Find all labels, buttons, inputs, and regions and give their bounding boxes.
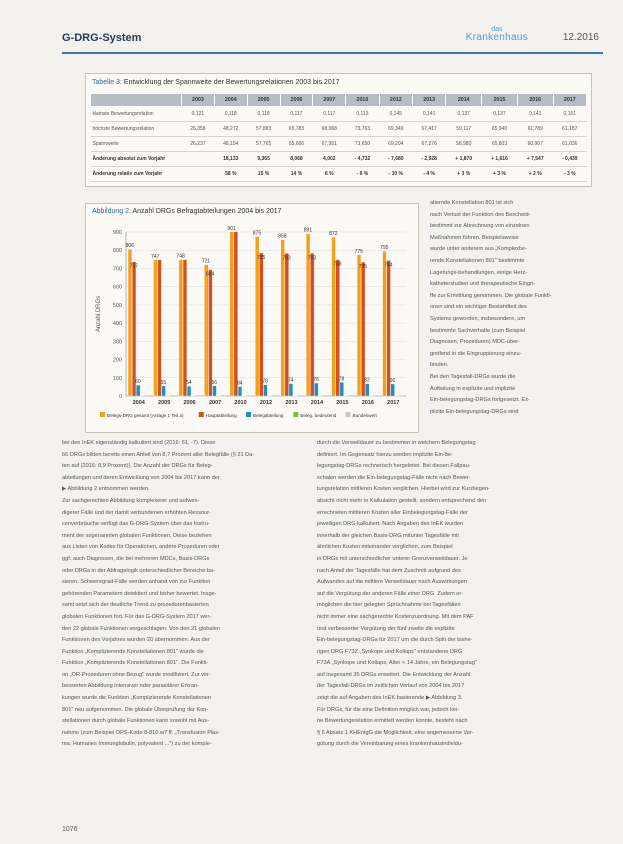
text-line: onen sind ein wichtiger Bestandteil des: [430, 304, 527, 311]
table-year-header: 2003: [182, 94, 215, 107]
table-year-header: 2016: [517, 94, 553, 107]
y-tick-label: 400: [112, 321, 122, 328]
chart-bar: [162, 386, 166, 396]
text-line: Aufteilung in explizite und implizite: [430, 385, 516, 392]
bar-value-label: 875: [252, 230, 262, 237]
table-row: [91, 167, 587, 182]
y-tick-label: 800: [112, 248, 122, 255]
text-line: Ein-belegungstag-DRGs für 2017 um die durch Split der bishe-: [317, 637, 473, 644]
text-line: katheterstudien und therapeutische Eingri-: [430, 281, 536, 288]
chart-bar: [348, 395, 352, 396]
table-row-label: Spannweite: [91, 137, 182, 152]
text-line: nach Anteil der Tagesfälle hat dem Zuschnitt aufgrund des: [317, 567, 461, 574]
table-cell: 48,154: [214, 137, 247, 152]
bar-value-label: 795: [380, 245, 389, 252]
legend-label: Bundeswert: [352, 413, 377, 418]
bar-small-label: 74: [287, 377, 294, 384]
chart-bar: [136, 385, 140, 396]
bar-small-label: 78: [262, 378, 268, 385]
table-cell: - 4,732: [346, 152, 379, 167]
chart-bar: [179, 260, 183, 396]
bar-small-label: 76: [313, 377, 319, 384]
table-cell: 0,141: [412, 107, 445, 122]
text-line: Funktion „Komplizierende Konstellationen 801" wurde die: [62, 648, 204, 655]
table-row: [91, 122, 587, 137]
text-line: bei den InEK eigenständig kalkuliert sind (2016: 61, -7). Diese: [62, 440, 216, 446]
text-line: bestimmt zur Abrechnung von einzelnen: [430, 223, 530, 230]
chart-bar: [281, 240, 285, 396]
right-column-top-text: [430, 198, 600, 418]
chart-bar: [340, 382, 344, 396]
y-tick-label: 700: [112, 266, 122, 273]
table-year-header: 2012: [379, 94, 412, 107]
logo-prefix: das: [491, 26, 503, 33]
table-cell: 65,803: [482, 137, 518, 152]
x-tick-label: 2006: [183, 400, 196, 406]
table-cell: 58,980: [446, 137, 482, 152]
table-cell: + 2 %: [517, 167, 553, 182]
table-title: Entwicklung der Spannweite der Bewertungsrelationen 2003 bis 2017: [123, 79, 340, 86]
text-line: auf insgesamt 35 DRGs erweitert. Die Entwicklung der Anzahl: [317, 671, 471, 678]
page-number: 1076: [62, 826, 78, 833]
bar-value-label: 872: [329, 231, 338, 238]
chart-bar: [361, 262, 365, 396]
table-row: [91, 137, 587, 152]
bar-small-label: 60: [135, 379, 141, 386]
table-year-header: 2006: [280, 94, 313, 107]
text-line: rigen DRG F73Z „Synkope und Kollaps" entstandene DRG: [317, 648, 463, 655]
table-cell: - 10 %: [379, 167, 412, 182]
text-line: innerhalb der gleichen Basis-DRG mitunter Tagesfälle mit: [317, 532, 459, 539]
table-year-header: 2007: [313, 94, 346, 107]
text-line: plizite Ein-belegungstag-DRGs sind: [430, 408, 519, 415]
legend-label: Hauptabteilung: [205, 413, 237, 418]
table-cell: [182, 152, 215, 167]
table-cell: - 3 %: [553, 167, 586, 182]
y-tick-label: 500: [112, 302, 122, 309]
table-figure: [85, 73, 592, 187]
table-header-blank: [91, 94, 182, 107]
x-tick-label: 2005: [158, 400, 171, 406]
table-cell: + 1,616: [482, 152, 518, 167]
text-line: absicht nicht mehr in Kalkulation gestellt, sondern entsprechend den: [317, 497, 487, 504]
table-cell: 67,417: [412, 122, 445, 137]
table-year-header: 2014: [446, 94, 482, 107]
table-cell: 26,358: [182, 122, 215, 137]
logo-name: Krankenhaus: [465, 32, 528, 43]
bar-small-label: 54: [186, 380, 192, 387]
chart-bar: [154, 260, 158, 396]
text-line: Zur sachgerechten Abbildung komplexerer und aufwen-: [62, 497, 200, 504]
table-cell: 59,117: [446, 122, 482, 137]
text-line: globalen Funktionen fort. Für das G-DRG-System 2017 wer-: [62, 613, 212, 620]
text-line: besserten Abbildung intensiver oder parasitärer Erkran-: [62, 683, 200, 690]
table-cell: 6 %: [313, 167, 346, 182]
table-cell: 61,036: [553, 137, 586, 152]
text-line: Funktion „Komplizierende Konstellationen 801". Die Funkti-: [62, 660, 209, 667]
bar-value-label: 783: [282, 255, 291, 262]
text-line: ähnlichen Kosten miteinander verglichen, zum Beispiel: [317, 544, 453, 551]
bar-value-label: 737: [129, 263, 138, 270]
table-cell: 8,068: [280, 152, 313, 167]
chart-bar: [259, 253, 263, 396]
text-line: definiert. Im Gegensatz hierzu werden implizite Ein-be-: [317, 451, 453, 458]
legend-label: Beleg. bedeutend: [300, 413, 337, 418]
table-cell: 67,951: [313, 137, 346, 152]
table-cell: + 3 %: [446, 167, 482, 182]
table-row: [91, 107, 587, 122]
table-cell: 0,118: [214, 107, 247, 122]
text-line: greifend in die Eingruppierung einzu-: [430, 350, 522, 357]
table-row-label: kleinste Bewertungsrelation: [91, 107, 182, 122]
table-cell: + 7,547: [517, 152, 553, 167]
bar-small-label: 82: [364, 377, 370, 384]
bar-small-label: 84: [236, 380, 243, 387]
table-year-header: 2015: [482, 94, 518, 107]
text-line: der Tagesfall-DRGs im zeitlichen Verlauf von 2004 bis 2017: [317, 683, 465, 690]
table-cell: 73,763: [346, 122, 379, 137]
bar-value-label: 721: [201, 258, 211, 265]
bar-value-label: 806: [125, 243, 134, 250]
table-cell: 58 %: [214, 167, 247, 182]
chart-bar: [391, 384, 395, 396]
x-tick-label: 2017: [387, 400, 400, 406]
text-line: alternde Konstellation 801 ist sich: [430, 200, 514, 206]
bar-value-label: 747: [150, 253, 160, 260]
table-cell: 67,276: [412, 137, 445, 152]
chart-bar: [144, 395, 148, 396]
chart-bar: [374, 395, 378, 396]
text-line: Aufwandes auf die mittlere Verweildauer nach Auswirkungen: [317, 579, 467, 586]
text-line: in DRGs mit unterschiedlicher unterer Grenzverweildauer. Je: [317, 555, 468, 562]
table-cell: - 0,439: [553, 152, 586, 167]
section-title: G-DRG-System: [62, 32, 142, 44]
table-cell: 15 %: [247, 167, 280, 182]
chart-bar: [365, 384, 369, 396]
chart-bar: [204, 265, 208, 396]
table-cell: 4,002: [313, 152, 346, 167]
text-line: aus Listen von Kodes für Operationen, andere Prozeduren oder: [62, 544, 220, 551]
chart-bar: [132, 262, 136, 396]
x-tick-label: 2015: [336, 400, 349, 406]
table-cell: 0,141: [517, 107, 553, 122]
text-line: samt setzt sich der deutliche Trend zu prozedurenbasierten: [62, 602, 209, 609]
bar-value-label: 891: [303, 227, 313, 234]
table-cell: - 7,680: [379, 152, 412, 167]
table-cell: 0,137: [482, 107, 518, 122]
x-tick-label: 2016: [361, 400, 374, 406]
text-line: stellationen durch globale Funktionen kann sowohl mit Aus-: [62, 718, 210, 725]
y-tick-label: 900: [112, 230, 122, 236]
y-tick-label: 300: [112, 339, 122, 346]
table-year-header: 2005: [247, 94, 280, 107]
table-cell: 26,237: [182, 137, 215, 152]
chart-title: Anzahl DRGs Befragtabteilungen 2004 bis 2017: [132, 208, 282, 215]
table-year-header: 2004: [214, 94, 247, 107]
table-row-label: Änderung relativ zum Vorjahr: [91, 167, 182, 182]
page-header: [62, 26, 613, 52]
table-row: [91, 152, 587, 167]
chart-bar: [209, 270, 213, 396]
chart-bar: [310, 253, 314, 396]
text-line: 801" neu aufgenommen. Die globale Überprüfung der Kon-: [62, 706, 209, 713]
table-cell: 65,940: [482, 122, 518, 137]
text-line: ggf. auch Diagnosen, die bei mehreren MDCs, Basis-DRGs: [62, 555, 210, 562]
bar-value-label: 744: [384, 262, 393, 269]
table-cell: 48,272: [214, 122, 247, 137]
chart-bar: [272, 395, 276, 396]
text-line: ten auf (2016: 8,9 Prozent)). Die Anzahl der DRGs für Beleg-: [62, 463, 213, 470]
text-line: F73A „Synkope und Kollaps, Alter < 14 Jahre, ein Belegungstag": [317, 660, 477, 667]
table-cell: + 1,870: [446, 152, 482, 167]
y-tick-label: 200: [112, 357, 122, 364]
table-cell: 57,883: [247, 122, 280, 137]
table-cell: 60,967: [517, 137, 553, 152]
table-header-row: [91, 94, 587, 107]
legend-swatch: [199, 412, 204, 417]
table-cell: 0,137: [446, 107, 482, 122]
table-year-header: 2017: [553, 94, 586, 107]
legend-swatch: [293, 412, 298, 417]
text-line: nahme (zum Beispiel OPS-Kode 8-810.w7 ff. „Transfusion Plas-: [62, 729, 220, 736]
text-line: cenverbräuche verfügt das G-DRG-System über das Instru-: [62, 521, 210, 528]
text-line: on „OR-Prozeduren ohne Bezug" wurde modifiziert. Zur ver-: [62, 671, 211, 678]
text-line: sieren. Schweregrad-Fälle werden anhand von zur Funktion: [62, 579, 211, 586]
bar-value-label: 901: [227, 225, 236, 232]
issue-number: 12.2016: [562, 32, 599, 43]
x-tick-label: 2013: [285, 400, 298, 406]
text-line: ▶ Abbildung 2 entnommen werden.: [62, 486, 150, 493]
bar-value-label: 735: [358, 264, 368, 271]
chart-label: Abbildung 2:: [92, 208, 131, 215]
table-caption: [92, 79, 340, 86]
text-line: kungen wurde die Funktion „Komplizierende Konstellationen: [62, 695, 211, 702]
table-cell: 18,133: [214, 152, 247, 167]
chart-bar: [158, 260, 162, 396]
chart-bar: [357, 255, 361, 396]
x-tick-label: 2012: [259, 400, 273, 406]
text-line: errechneten mittleren Kosten aller Einbelegungstag-Fälle der: [317, 509, 468, 516]
bar-value-label: 775: [354, 248, 363, 255]
text-line: tungsrelation mittleren Kosten verglichen. Hierbei wird zur Kurzliegen-: [317, 486, 490, 493]
table-cell: 68,068: [313, 122, 346, 137]
text-line: Lagerungs-behandlungen, einige Herz-: [430, 269, 528, 276]
bar-value-label: 858: [278, 233, 287, 240]
table-cell: 0,118: [247, 107, 280, 122]
legend-swatch: [100, 412, 105, 417]
text-line: ne Bewertungsrelation ermittelt werden konnte, besteht nach: [317, 718, 468, 725]
chart-bar: [195, 395, 199, 396]
bar-chart: [86, 204, 418, 432]
chart-bar: [234, 232, 238, 396]
text-line: legungstag-DRGs rechnerisch hergeleitet. Bei diesen Fallpau-: [317, 463, 471, 470]
table-cell: 69,204: [379, 137, 412, 152]
journal-logo: [466, 26, 528, 42]
chart-bar: [285, 253, 289, 396]
text-line: Diagnosen, Prozeduren) MDC-über-: [430, 339, 520, 346]
table-cell: 69,349: [379, 122, 412, 137]
text-line: oder DRGs in der Abfragelogik unterschiedlicher Bereiche ba-: [62, 567, 215, 574]
x-tick-label: 2014: [310, 400, 324, 406]
text-line: ment der sogenannten globalen Funktionen. Diese beziehen: [62, 532, 212, 539]
table-label: Tabelle 3:: [92, 79, 122, 86]
text-line: gütung durch die Vereinbarung eines krankenhausindividu-: [317, 741, 463, 748]
chart-figure: [85, 203, 419, 433]
bar-small-label: 55: [160, 379, 167, 386]
text-line: § 6 Absatz 1 KHEntgG die Möglichkeit, eine angemessene Ver-: [317, 729, 474, 736]
chart-bar: [213, 386, 217, 396]
table-cell: 57,765: [247, 137, 280, 152]
text-line: Funktionen des Vorjahres wurden 20 übernommen. Aus der: [62, 637, 210, 644]
text-line: bestimmte Sachverhalte (zum Beispiel: [430, 327, 526, 334]
table-cell: 73,650: [346, 137, 379, 152]
text-line: abteilungen und deren Entwicklung von 2004 bis 2017 kann der: [62, 474, 220, 481]
text-line: Für DRGs, für die eine Definition möglich war, jedoch kei-: [317, 706, 460, 713]
table-cell: + 3 %: [482, 167, 518, 182]
text-line: rende Konstellationen 801" bestimmte: [430, 257, 525, 264]
chart-bar: [264, 385, 268, 396]
chart-bar: [399, 395, 403, 396]
text-line: nicht immer eine sachgerechte Kostenzuordnung. Mit dem PAF: [317, 613, 474, 620]
bar-value-label: 748: [333, 261, 342, 268]
chart-bar: [221, 395, 225, 396]
chart-bar: [323, 395, 327, 396]
legend-label: Belegs-DRG gesamt (Anlage 1 Teil a): [107, 413, 184, 418]
y-tick-label: 0: [118, 394, 122, 400]
table-cell: 65,666: [280, 137, 313, 152]
table-cell: 61,789: [517, 122, 553, 137]
chart-bar: [297, 395, 301, 396]
text-line: auf die Vergütung der anderen Fälle einer DRG. Zudem er-: [317, 590, 464, 597]
text-line: durch die Verweildauer zu bestimmen in welchem Belegungstag: [317, 440, 476, 446]
text-line: ma: Humanes Immunglobulin, polyvalent ...") zu der komple-: [62, 741, 212, 748]
text-line: jeweiligen DRG kalkuliert. Nach Angaben des InEK wurden: [317, 521, 464, 528]
chart-bar: [170, 395, 174, 396]
text-line: wurde unter anderem aus „Komplexbe-: [430, 246, 528, 253]
table-cell: 0,113: [346, 107, 379, 122]
x-tick-label: 2010: [234, 400, 247, 406]
table-cell: - 4 %: [412, 167, 445, 182]
header-divider: [62, 52, 603, 54]
text-line: 66 DRGs bilden bereits einen Anteil von 8,7 Prozent aller Belegfälle (§ 21 Da-: [62, 451, 255, 458]
data-table: [90, 93, 587, 182]
text-line: zeigt die auf Angaben des InEK basierende ▶ Abbildung 3.: [317, 695, 463, 702]
table-year-header: 2013: [412, 94, 445, 107]
chart-bar: [383, 251, 387, 396]
text-line: möglichen die hier gelegten Sprüchnahme bei Tagesfällen: [317, 602, 461, 609]
y-tick-label: 100: [112, 375, 122, 382]
bar-value-label: 783: [307, 255, 317, 262]
chart-bar: [128, 249, 132, 396]
text-line: schalen werden die Ein-belegungstag-Fälle nicht nach Bewer-: [317, 474, 471, 481]
chart-bar: [387, 260, 391, 396]
text-line: Maßnahmen führen. Beispielsweise: [430, 234, 519, 241]
table-cell: 0,151: [553, 107, 586, 122]
chart-bar: [314, 383, 318, 396]
text-line: Ein-belegungstag-DRGs fortgesetzt. Ex-: [430, 397, 530, 404]
table-row-label: höchste Bewertungsrelation: [91, 122, 182, 137]
table-cell: 61,187: [553, 122, 586, 137]
y-tick-label: 600: [112, 284, 122, 291]
bar-value-label: 785: [256, 254, 266, 261]
table-cell: - 2,928: [412, 152, 445, 167]
chart-bar: [289, 384, 293, 396]
table-cell: 65,783: [280, 122, 313, 137]
chart-bar: [187, 386, 191, 396]
x-tick-label: 2007: [208, 400, 222, 406]
y-axis-label: Anzahl DRGs: [96, 295, 102, 333]
text-line: digerer Fälle und der damit verbundenen erhöhten Ressour-: [62, 509, 211, 516]
table-cell: 0,117: [280, 107, 313, 122]
table-cell: [182, 167, 215, 182]
bar-small-label: 78: [338, 376, 345, 383]
text-line: nach Verlust der Funktion des Bescheid-: [430, 211, 531, 218]
right-column-bottom-text: [317, 438, 600, 751]
chart-bar: [238, 387, 242, 396]
text-line: Bei den Tagesfall-DRGs wurde die: [430, 373, 516, 380]
legend-label: Belegabteilung: [253, 413, 284, 418]
text-line: den 22 globale Funktionen vorgeschlagen. Von den 21 globalen: [62, 625, 220, 632]
chart-bar: [246, 395, 250, 396]
text-line: und verbesserter Vergütung der fünf zweite die explizite: [317, 625, 455, 632]
table-year-header: 2010: [346, 94, 379, 107]
legend-swatch: [346, 412, 351, 417]
chart-bar: [230, 232, 234, 396]
text-line: ffe zur Ermittlung genommen. Die globale Funkti-: [430, 292, 552, 299]
text-line: binden.: [430, 362, 449, 369]
bar-value-label: 694: [205, 271, 215, 278]
table-cell: 9,365: [247, 152, 280, 167]
bar-small-label: 56: [211, 379, 218, 386]
text-line: Systems geworden, insbesondere, um: [430, 315, 526, 322]
legend-swatch: [246, 412, 251, 417]
left-column-text: [62, 438, 302, 751]
table-cell: 0,145: [379, 107, 412, 122]
table-cell: 0,121: [182, 107, 215, 122]
table-cell: 0,117: [313, 107, 346, 122]
table-cell: - 6 %: [346, 167, 379, 182]
table-row-label: Änderung absolut zum Vorjahr: [91, 152, 182, 167]
bar-small-label: 66: [389, 377, 396, 384]
text-line: gehörenden Parametern detektiert und bisher bewertet. Insge-: [62, 590, 217, 597]
table-cell: 14 %: [280, 167, 313, 182]
x-tick-label: 2004: [132, 400, 145, 406]
chart-bar: [183, 260, 187, 396]
bar-value-label: 748: [176, 253, 185, 260]
